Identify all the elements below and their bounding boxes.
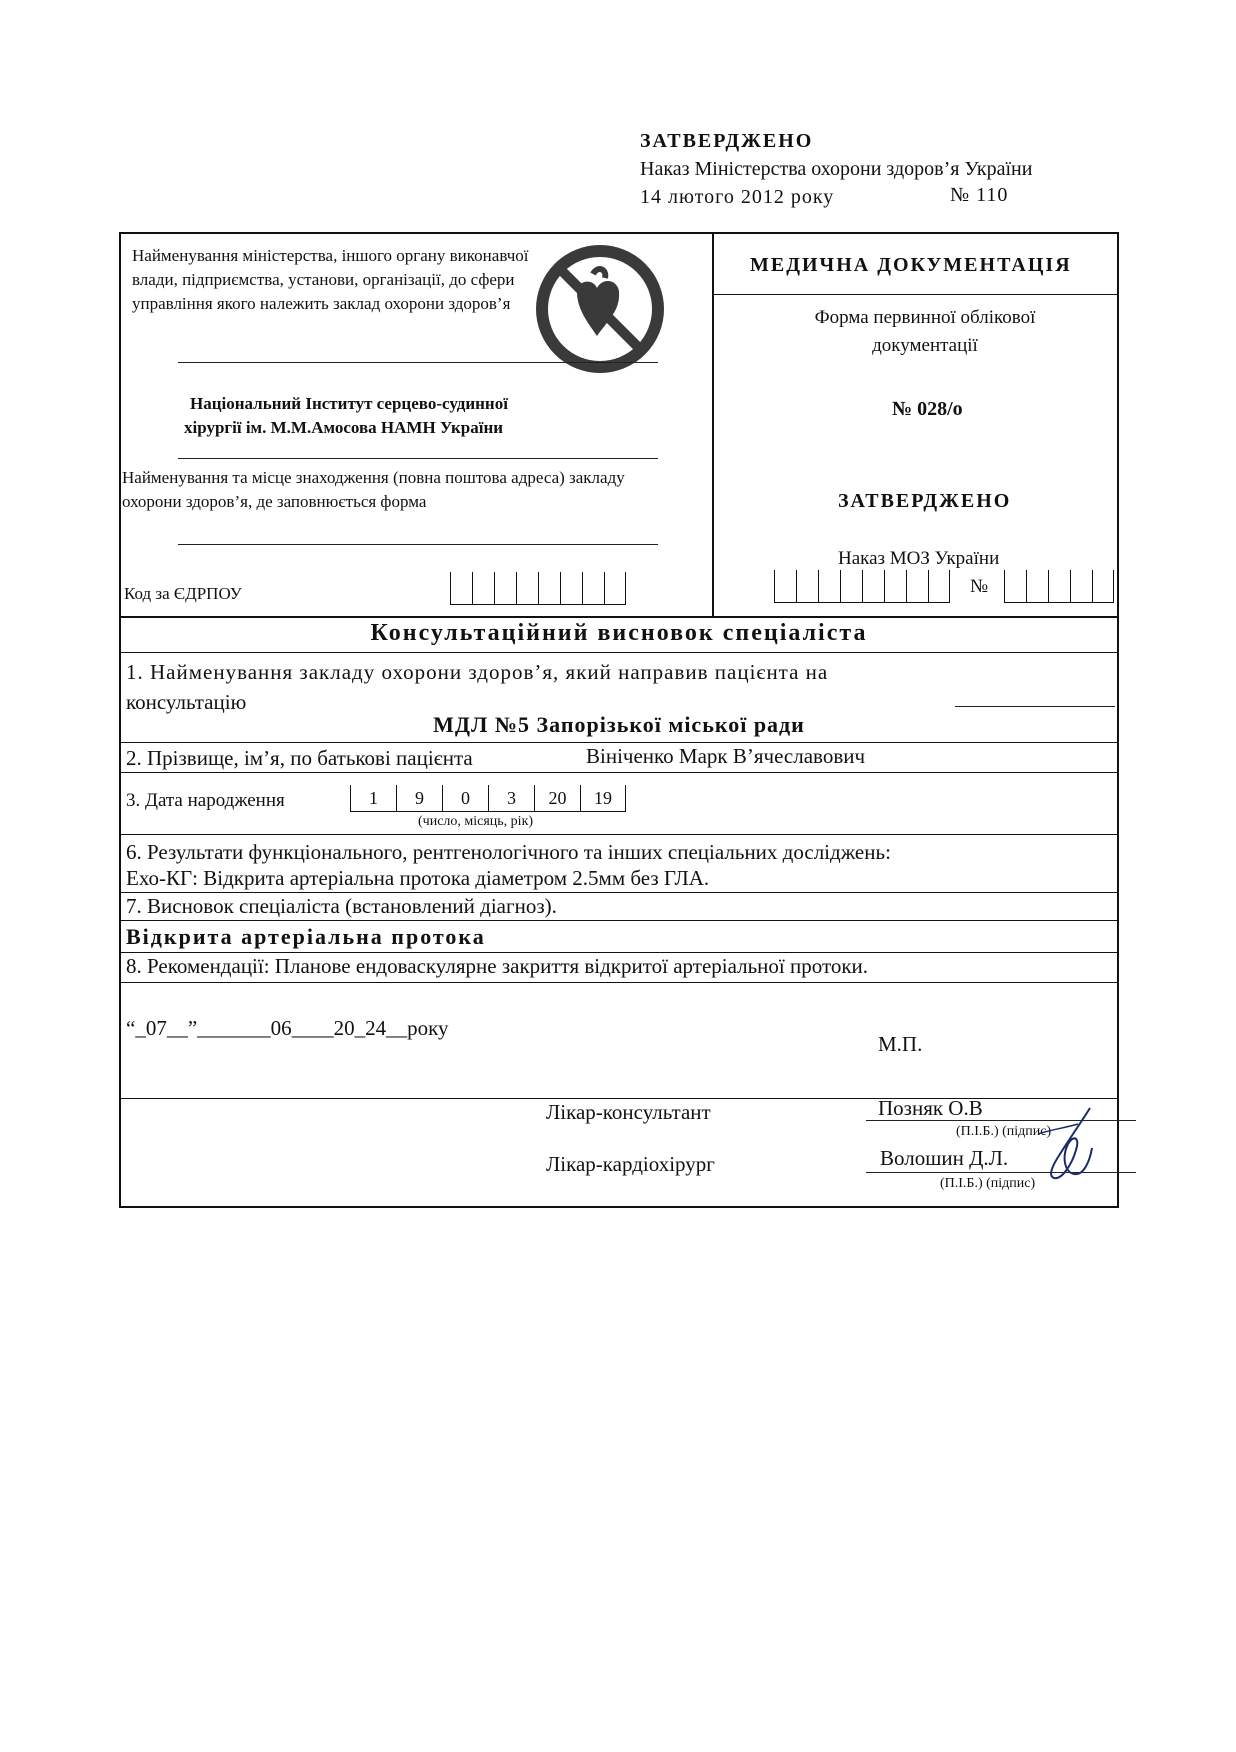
ministry-underline [178, 362, 658, 363]
dob-digit: 1 [350, 785, 396, 811]
ministry-label: Найменування міністерства, іншого органу виконавчої влади, підприємства, установи, організації, до сфери управління якого належить заклад охорони здоров’я [132, 246, 529, 313]
item1-rule [119, 742, 1119, 743]
order-number-sign: № [970, 576, 989, 597]
item2-label: 2. Прізвище, ім’я, по батькові пацієнта [126, 746, 473, 770]
item6-label: 6. Результати функціонального, рентгенологічного та інших спеціальних досліджень: [126, 840, 891, 864]
item7-value: Відкрита артеріальна протока [126, 924, 486, 949]
doctor2-role: Лікар-кардіохірург [546, 1152, 715, 1176]
dob-digit: 0 [442, 785, 488, 811]
doctor2-name: Волошин Д.Л. [880, 1146, 1009, 1170]
dob-boxes [350, 785, 626, 812]
order-number-boxes [1004, 570, 1114, 603]
item1-value: МДЛ №5 Запорізької міської ради [433, 712, 805, 737]
dob-caption: (число, місяць, рік) [418, 814, 534, 829]
address-underline [178, 544, 658, 545]
header-divider [712, 232, 714, 618]
heart-logo-icon [535, 244, 665, 374]
institution-line-2: хірургії ім. М.М.Амосова НАМН України [184, 418, 504, 437]
doctor1-caption: (П.І.Б.) (підпис) [956, 1124, 1052, 1139]
order-date-boxes [774, 570, 950, 603]
form-type-label: Форма первинної облікової документації [814, 307, 1036, 356]
dob-digit: 9 [396, 785, 442, 811]
item8-label: 8. Рекомендації: Планове ендоваскулярне закриття відкритої артеріальної протоки. [126, 954, 869, 978]
handwritten-signature-icon [1030, 1104, 1110, 1194]
dob-digit: 19 [580, 785, 626, 811]
doctor2-caption: (П.І.Б.) (підпис) [940, 1176, 1036, 1191]
item7-label-rule [119, 920, 1119, 921]
right-approved: ЗАТВЕРДЖЕНО [838, 490, 1012, 512]
approval-date: 14 лютого 2012 року [640, 186, 835, 208]
item7-rule [119, 952, 1119, 953]
item2-value: Вініченко Марк В’ячеславович [586, 744, 866, 768]
edrpou-boxes [450, 572, 626, 605]
form-title: Консультаційний висновок спеціаліста [370, 620, 868, 646]
right-title-underline [712, 294, 1119, 295]
doctor1-role: Лікар-консультант [546, 1100, 711, 1124]
item2-rule [119, 772, 1119, 773]
consultation-date: “_07__”_______06____20_24__року [126, 1016, 449, 1040]
form-title-top-rule [119, 616, 1119, 618]
doctor1-name: Позняк О.В [878, 1096, 983, 1120]
item8-rule [119, 982, 1119, 983]
item6-value: Ехо-КГ: Відкрита артеріальна протока діаметром 2.5мм без ГЛА. [126, 866, 710, 890]
edrpou-label: Код за ЄДРПОУ [124, 584, 242, 603]
institution-line-1: Національний Інститут серцево-судинної [190, 394, 508, 413]
approval-title: ЗАТВЕРДЖЕНО [640, 130, 814, 152]
institution-underline [178, 458, 658, 459]
form-number: № 028/о [892, 398, 963, 420]
address-label: Найменування та місце знаходження (повна поштова адреса) закладу охорони здоров’я, де заповнюється форма [122, 468, 625, 511]
form-title-bottom-rule [119, 652, 1119, 653]
item1-underline [955, 706, 1115, 707]
item1-label: 1. Найменування закладу охорони здоров’я, який направив пацієнта на [126, 660, 829, 684]
item3-label: 3. Дата народження [126, 790, 285, 811]
item6-rule [119, 892, 1119, 893]
approval-number: № 110 [950, 184, 1009, 206]
dob-digit: 3 [488, 785, 534, 811]
medical-documentation-title: МЕДИЧНА ДОКУМЕНТАЦІЯ [750, 254, 1072, 276]
approval-order: Наказ Міністерства охорони здоров’я України [640, 158, 1033, 180]
item3-rule [119, 834, 1119, 835]
stamp-placeholder: М.П. [878, 1032, 923, 1056]
item1-label-cont: консультацію [126, 690, 247, 714]
right-order: Наказ МОЗ України [838, 548, 1000, 569]
item7-label: 7. Висновок спеціаліста (встановлений діагноз). [126, 894, 557, 918]
dob-digit: 20 [534, 785, 580, 811]
